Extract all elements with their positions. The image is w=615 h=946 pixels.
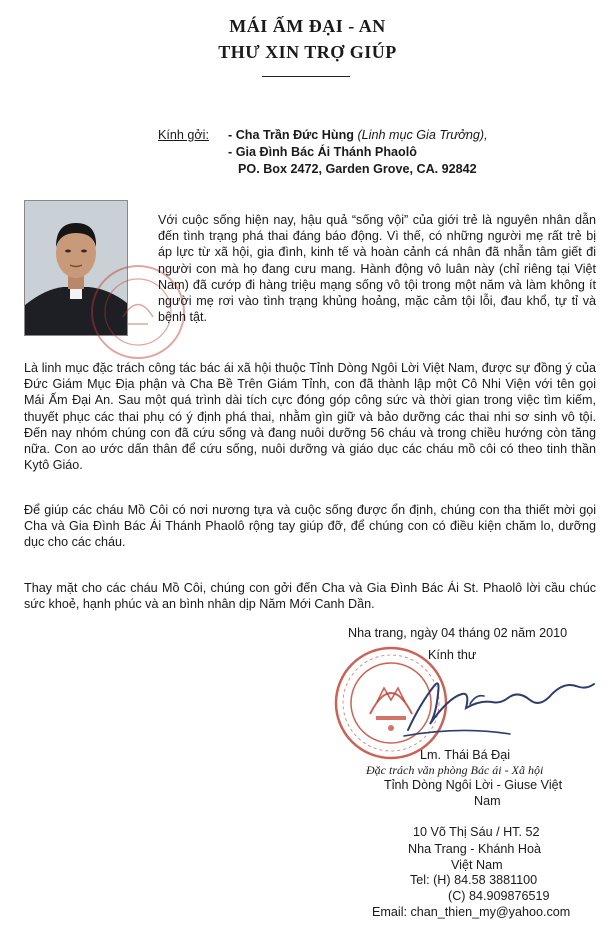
document-title: MÁI ẤM ĐẠI - AN (229, 16, 386, 36)
closing-regards: Kính thư (428, 648, 477, 662)
signer-name: Lm. Thái Bá Đại (420, 748, 511, 762)
document-subtitle: THƯ XIN TRỢ GIÚP (218, 42, 397, 62)
recipient-line-1: - Cha Trần Đức Hùng (Linh mục Gia Trưởng), (228, 128, 488, 142)
signer-org-line-1: Tỉnh Dòng Ngôi Lời - Giuse Việt (384, 778, 563, 792)
address-street: 10 Võ Thị Sáu / HT. 52 (413, 825, 540, 839)
address-country: Việt Nam (451, 858, 503, 872)
recipient-address: PO. Box 2472, Garden Grove, CA. 92842 (238, 162, 477, 176)
paragraph-3: Để giúp các cháu Mồ Côi có nơi nương tựa và cuộc sống được ổn định, chúng con tha thiết mời gọi Cha và Gia Đình Bác Ái Thánh Phaolô rộng tay giúp đỡ, để chúng con có điều kiện chăm lo, dưỡng dục cho các cháu. (24, 503, 596, 550)
letter-date: Nha trang, ngày 04 tháng 02 năm 2010 (348, 626, 568, 640)
paragraph-4: Thay mặt cho các cháu Mồ Côi, chúng con gởi đến Cha và Gia Đình Bác Ái St. Phaolô lời cầu chúc sức khoẻ, hạnh phúc và an bình nhân dịp Năm Mới Canh Dần. (24, 581, 596, 612)
handwritten-signature (400, 664, 600, 744)
paragraph-1: Với cuộc sống hiện nay, hậu quả “sống vội” của giới trẻ là nguyên nhân dẫn đến tình trạng phá thai đáng báo động. Vì thế, có những người mẹ rất trẻ bị áp lực từ xã hội, gia đình, kinh tế và hoàn cảnh cá nhân đã nhẫn tâm giết đi người con mà họ đang cưu mang. Hành động vô luân này (chỉ riêng tại Việt Nam) đã cướp đi hàng triệu mạng sống vô tội trong một năm và làm không ít người mẹ rơi vào tình trạng khủng hoảng, mặc cảm tội lỗi, đau khổ, tự tỉ và bệnh tật. (158, 213, 596, 325)
recipient-line-2: - Gia Đình Bác Ái Thánh Phaolô (228, 145, 417, 159)
signer-role: Đặc trách văn phòng Bác ái - Xã hội (366, 763, 544, 777)
contact-cell: (C) 84.909876519 (448, 889, 550, 903)
contact-email: Email: chan_thien_my@yahoo.com (372, 905, 571, 919)
signer-org-line-2: Nam (474, 794, 501, 808)
recipient-label: Kính gởi: (158, 128, 209, 142)
address-city: Nha Trang - Khánh Hoà (408, 842, 542, 856)
paragraph-2: Là linh mục đặc trách công tác bác ái xã hội thuộc Tỉnh Dòng Ngôi Lời Việt Nam, được sự đồng ý của Đức Giám Mục Địa phận và Cha Bề Trên Giám Tỉnh, con đã thành lập một Cô Nhi Viện với tên gọi Mái Ấm Đại An. Sau một quá trình dài tích cực đóng góp công sức và thời gian trong việc tìm kiếm, thuyết phục các thai phụ có ý định phá thai, nhằm gìn giữ và bảo dưỡng các thai nhi sơ sinh vô tội. Đến nay nhóm chúng con đã cứu sống và đang nuôi dưỡng 56 cháu và trong chiều hướng còn tăng nữa. Con ao ước dấn thân để cứu sống, nuôi dưỡng và giáo dục các cháu mồ côi có theo tinh thần Kytô Giáo. (24, 361, 596, 473)
contact-tel: Tel: (H) 84.58 3881100 (410, 873, 538, 887)
title-divider (262, 76, 350, 77)
